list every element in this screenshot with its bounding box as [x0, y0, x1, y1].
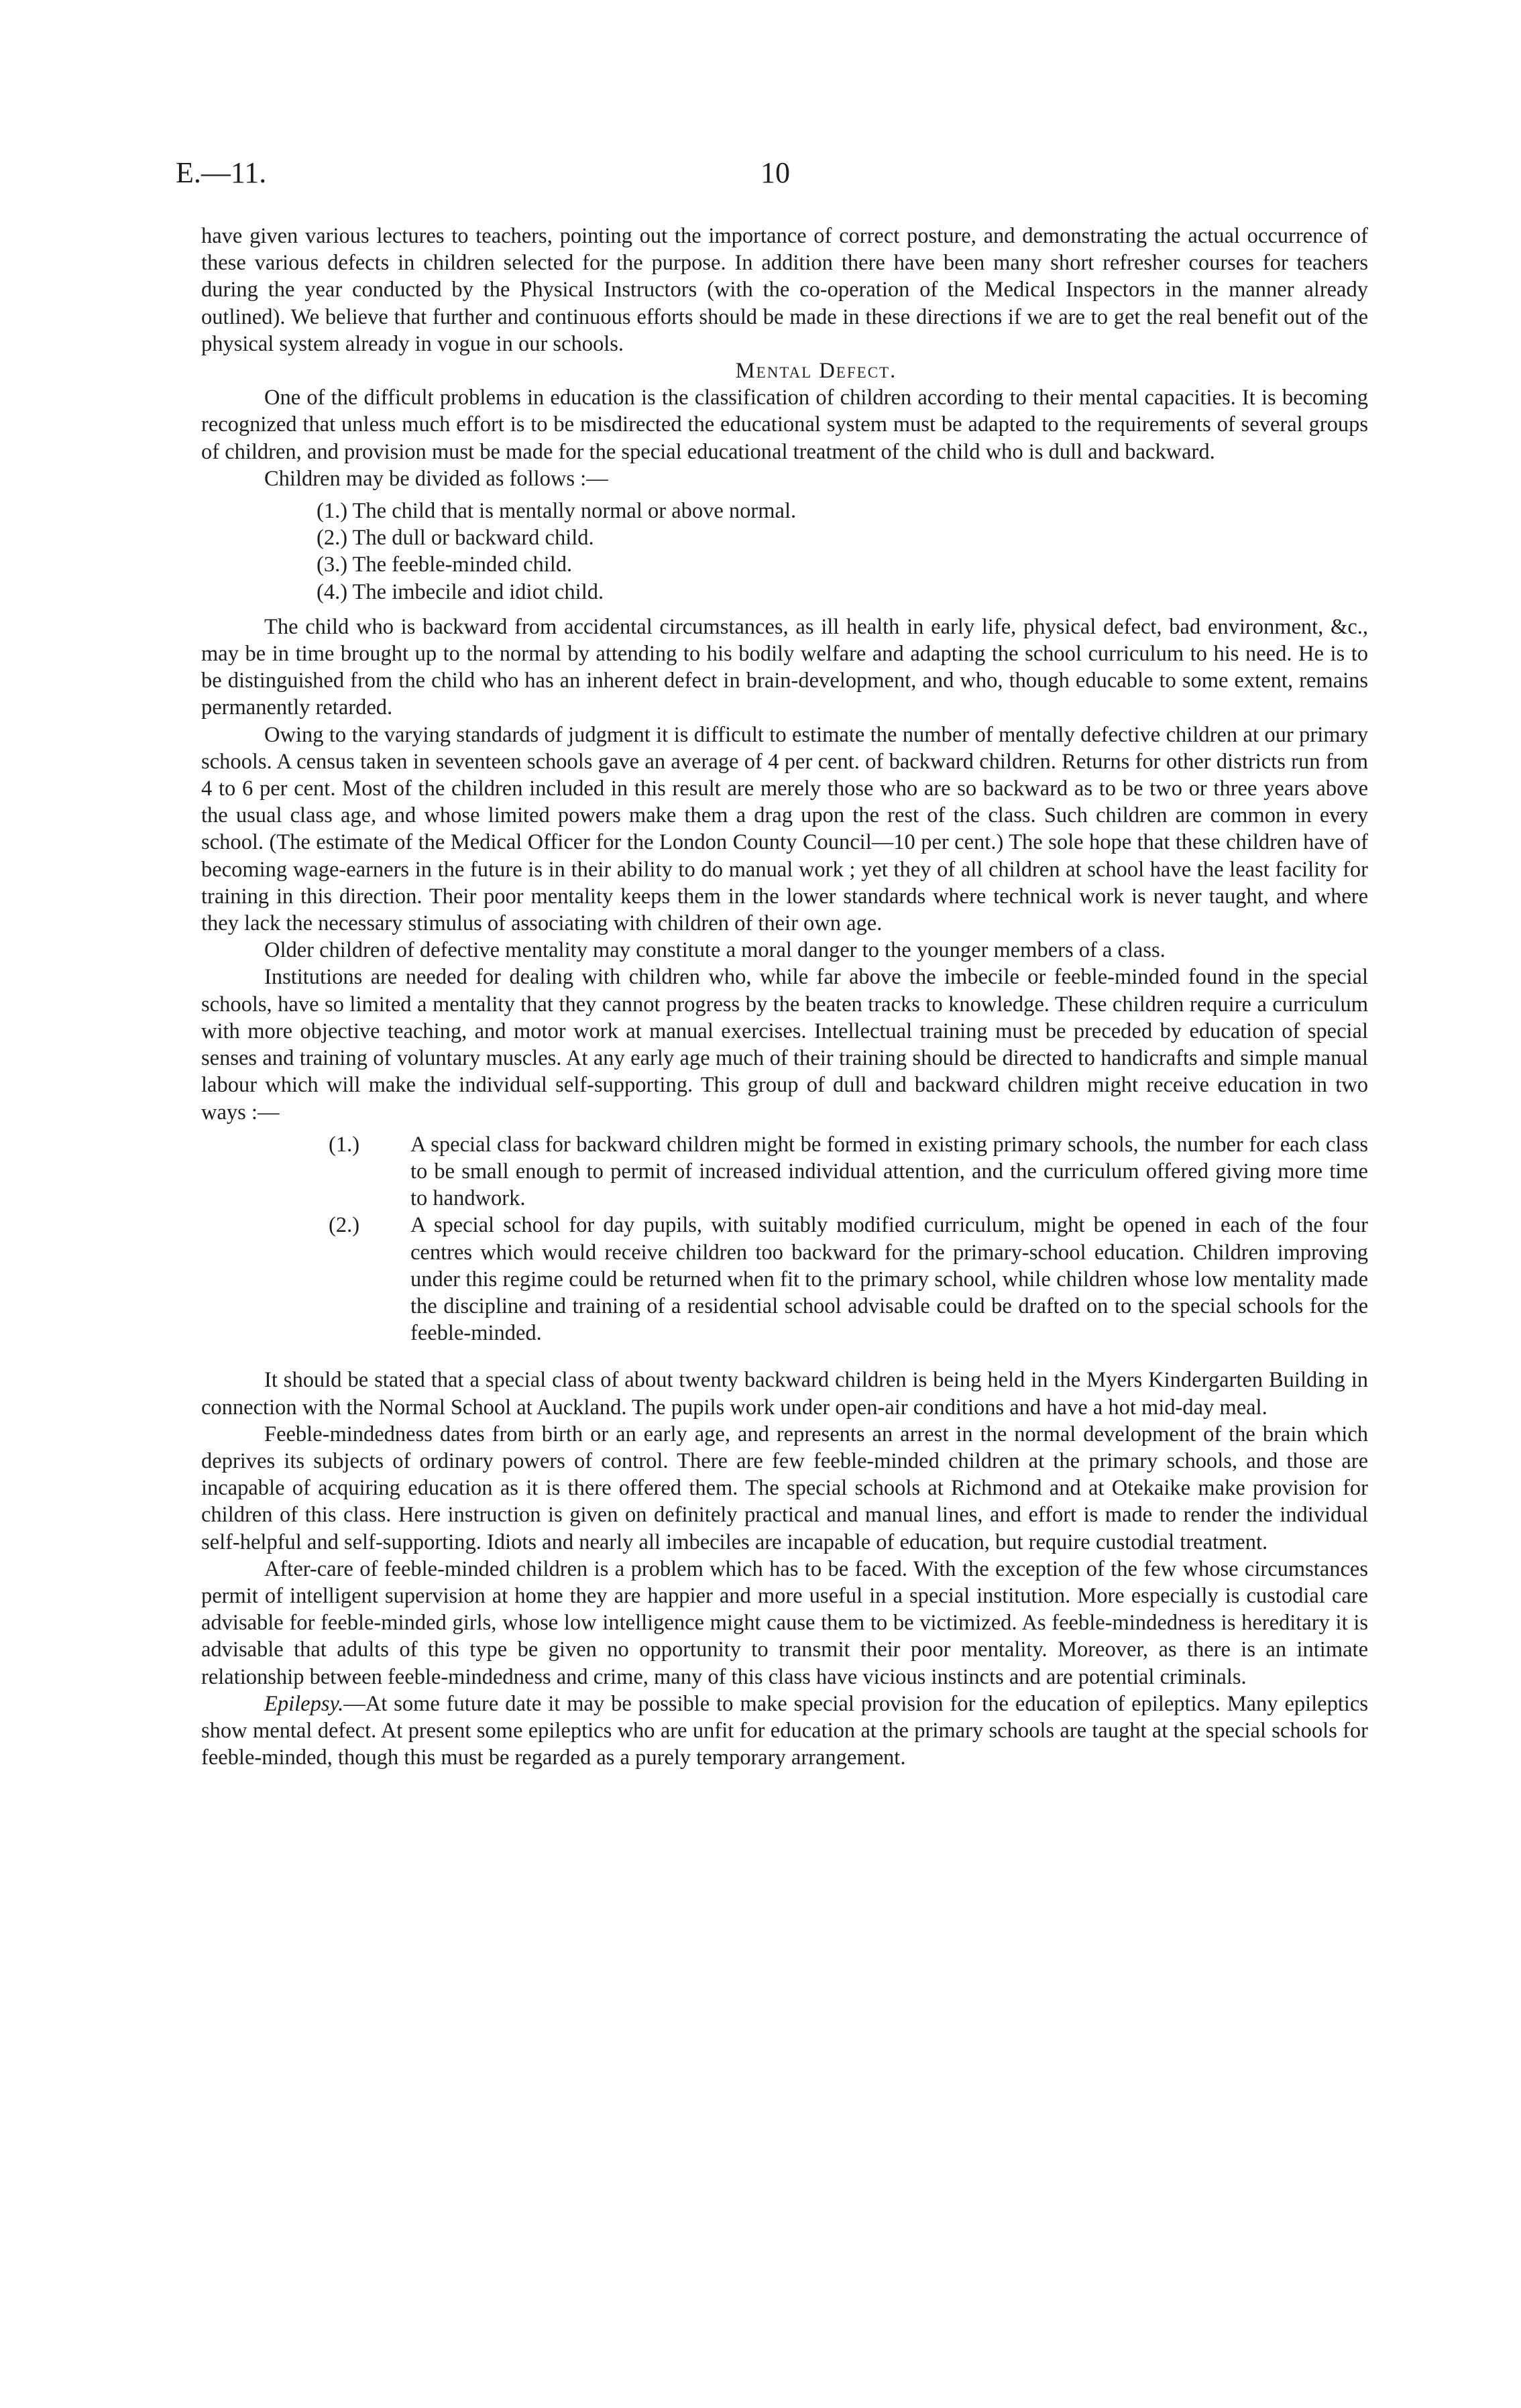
document-reference: E.—11.: [176, 156, 267, 189]
division-item: (4.) The imbecile and idiot child.: [317, 579, 604, 604]
divisions-list: [317, 498, 1368, 606]
paragraph-epilepsy: [201, 1690, 1368, 1772]
paragraph-institutions: Institutions are needed for dealing with children who, while far above the imbecile or feeble-minded found in the special schools, have so limited a mentality that they cannot progress by the beaten tracks to knowledge. These children require a curriculum with more objective teaching, and motor work at manual exercises. Intellectual training must be preceded by education of special senses and training of voluntary muscles. At any early age much of their training should be directed to handicrafts and simple manual labour which will make the individual self-supporting. This group of dull and backward children might receive education in two ways :—: [201, 965, 1368, 1125]
section-heading: Mental Defect.: [735, 359, 897, 384]
way-text: A special school for day pupils, with suitably modified curriculum, might be opened in each of the four centres which would receive children too backward for the primary-school education. Children improving under this regime could be returned when fit to the primary school, while children whose low mentality made the discipline and training of a residential school advisable could be drafted on to the special schools for the feeble-minded.: [410, 1213, 1368, 1346]
paragraph-auckland-class: It should be stated that a special class of about twenty backward children is being held in the Myers Kindergarten Building in connection with the Normal School at Auckland. The pupils work under open-air conditions and have a hot mid-day meal.: [201, 1368, 1368, 1420]
paragraph-backward-child: The child who is backward from accidental circumstances, as ill health in early life, physical defect, bad environment, &c., may be in time brought up to the normal by attending to his bodily welfare and adapting the school curriculum to his need. He is to be distinguished from the child who has an inherent defect in brain-development, and who, though educable to some extent, remains permanently retarded.: [201, 614, 1368, 720]
epilepsy-text: —At some future date it may be possible to make special provision for the education of epileptics. Many epileptics show mental defect. At present some epileptics who are unfit for education at the primary schools are taught at the special schools for feeble-minded, though this must be regarded as a purely temporary arrangement.: [201, 1691, 1368, 1770]
way-item: [329, 1212, 1368, 1346]
spacer: [201, 1355, 1368, 1367]
education-ways-list: [329, 1131, 1368, 1347]
paragraph-moral-danger: Older children of defective mentality may constitute a moral danger to the younger members of a class.: [264, 938, 1166, 963]
paragraph-classification: One of the difficult problems in education is the classification of children according to their mental capacities. It is becoming recognized that unless much effort is to be misdirected the educational system must be adapted to the requirements of several groups of children, and provision must be made for the special educational treatment of the child who is dull and backward.: [201, 386, 1368, 464]
epilepsy-lead: Epilepsy.: [264, 1691, 344, 1716]
paragraph-after-care: After-care of feeble-minded children is a problem which has to be faced. With the exception of the few whose circumstances permit of intelligent supervision at home they are happier and more useful in a special institution. More especially is custodial care advisable for feeble-minded girls, whose low intelligence might cause them to be victimized. As feeble-mindedness is hereditary it is advisable that adults of this type be given no opportunity to transmit their poor mentality. Moreover, as there is an intimate relationship between feeble-mindedness and crime, many of this class have vicious instincts and are potential criminals.: [201, 1556, 1368, 1689]
paragraph-census: Owing to the varying standards of judgment it is difficult to estimate the number of mentally defective children at our primary schools. A census taken in seventeen schools gave an average of 4 per cent. of backward children. Returns for other districts run from 4 to 6 per cent. Most of the children included in this result are merely those who are so backward as to be two or three years above the usual class age, and whose limited powers make them a drag upon the rest of the class. Such children are common in every school. (The estimate of the Medical Officer for the London County Council—10 per cent.) The sole hope that these children have of becoming wage-earners in the future is in their ability to do manual work ; yet they of all children at school have the least facility for training in this direction. Their poor mentality keeps them in the lower standards where technical work is never taught, and where they lack the necessary stimulus of associating with children of their own age.: [201, 722, 1368, 936]
intro-paragraph: have given various lectures to teachers, pointing out the importance of correct posture, and demonstrating the actual occurrence of these various defects in children selected for the purpose. In addition there have been many short refresher courses for teachers during the year conducted by the Physical Instructors (with the co-operation of the Medical Inspectors in the manner already outlined). We believe that further and continuous efforts should be made in these directions if we are to get the real benefit out of the physical system already in vogue in our schools.: [201, 224, 1368, 356]
way-item: [329, 1131, 1368, 1212]
division-item: (2.) The dull or backward child.: [317, 526, 594, 551]
paragraph-division-intro: Children may be divided as follows :—: [264, 466, 608, 491]
division-item: (1.) The child that is mentally normal or above normal.: [317, 499, 797, 524]
page-number: 10: [760, 156, 790, 189]
way-text: A special class for backward children might be formed in existing primary schools, the number for each class to be small enough to permit of increased individual attention, and the curriculum offered giving more time to handwork.: [410, 1132, 1368, 1211]
division-item: (3.) The feeble-minded child.: [317, 553, 573, 577]
document-body: [201, 223, 1368, 1771]
paragraph-feeble-mindedness: Feeble-mindedness dates from birth or an early age, and represents an arrest in the normal development of the brain which deprives its subjects of ordinary powers of control. There are few feeble-minded children at the primary schools, and those are incapable of acquiring education as it is there offered them. The special schools at Richmond and at Otekaike make provision for children of this class. Here instruction is given on definitely practical and manual lines, and effort is made to render the individual self-helpful and self-supporting. Idiots and nearly all imbeciles are incapable of education, but require custodial treatment.: [201, 1422, 1368, 1554]
page-header: [176, 156, 1369, 203]
way-number: (2.): [329, 1213, 360, 1238]
way-number: (1.): [329, 1132, 360, 1157]
